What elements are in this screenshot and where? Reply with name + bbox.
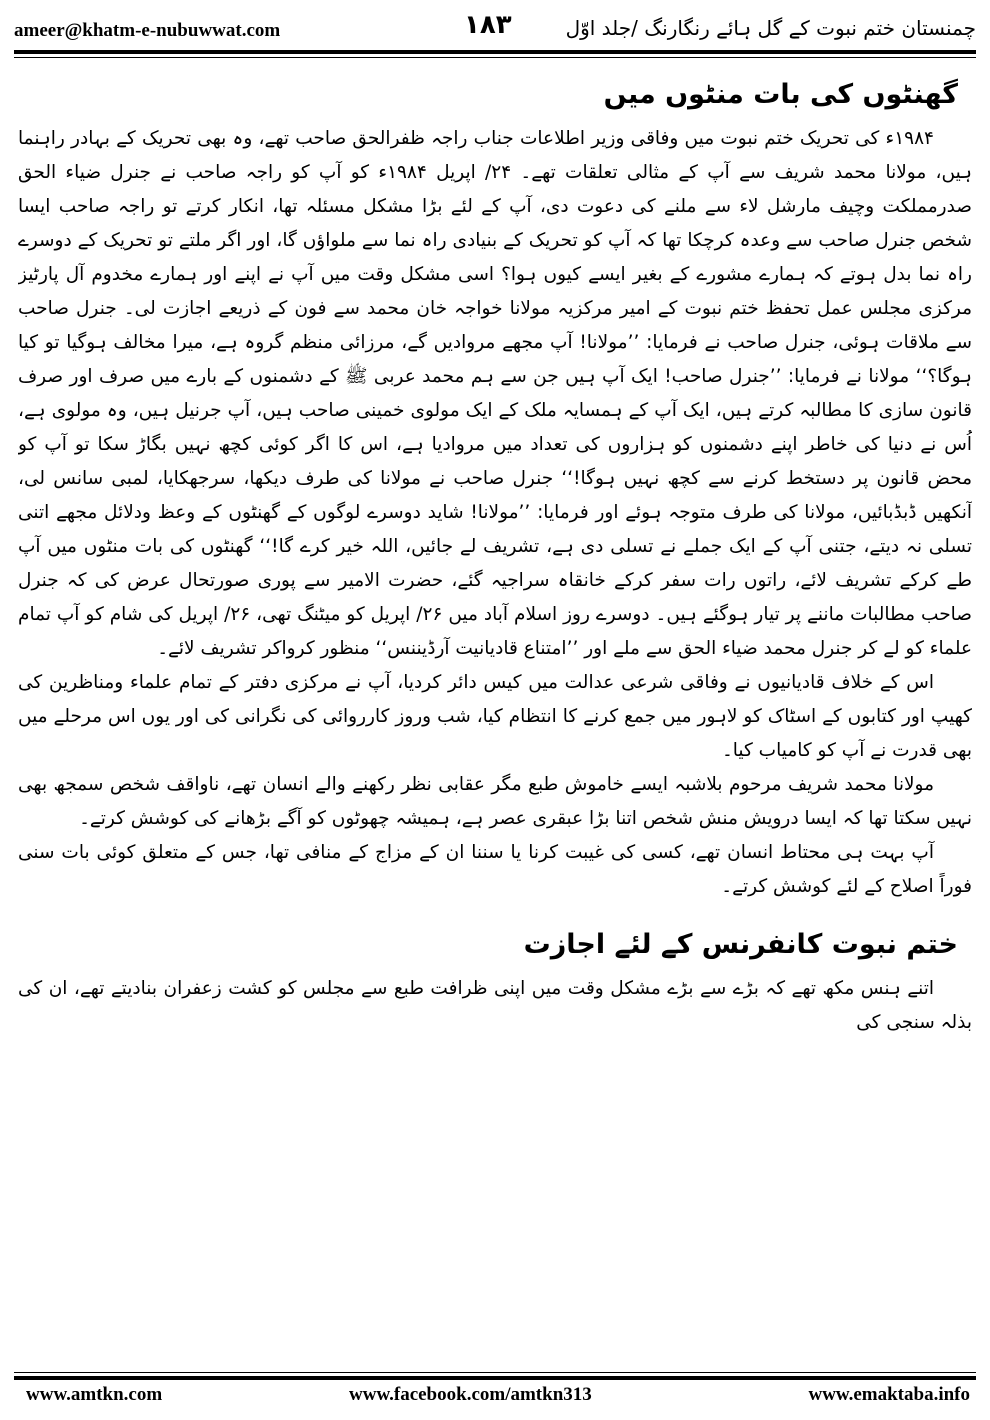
- header-rule-thick: [14, 50, 976, 54]
- footer-link-amtkn[interactable]: www.amtkn.com: [26, 1384, 163, 1405]
- paragraph: اس کے خلاف قادیانیوں نے وفاقی شرعی عدالت میں کیس دائر کردیا، آپ نے مرکزی دفتر کے تمام علماء ومناظرین کی کھیپ اور کتابوں کے اسٹاک کو لاہور میں جمع کرنے کا انتظام کیا، شب وروز کارروائی کی نگرانی کی اور یوں اس مرحلے میں بھی قدرت نے آپ کو کامیاب کیا۔: [18, 672, 972, 761]
- section-heading: ختم نبوت کانفرنس کے لئے اجازت: [523, 929, 958, 960]
- page-header: [14, 8, 976, 54]
- paragraph: آپ بہت ہی محتاط انسان تھے، کسی کی غیبت کرنا یا سننا ان کے مزاج کے منافی تھا، جس کے متعلق کوئی بات سنی فوراً اصلاح کے لئے کوشش کرتے۔: [18, 842, 972, 897]
- page-number: ۱۸۳: [464, 10, 512, 40]
- page-footer: [14, 1384, 976, 1414]
- book-title: چمنستان ختم نبوت کے گل ہائے رنگارنگ /جلد اوّل: [565, 16, 976, 40]
- footer-rule-thick: [14, 1376, 976, 1380]
- section-heading: گھنٹوں کی بات منٹوں میں: [603, 79, 958, 110]
- footer-rule-thin: [14, 1372, 976, 1373]
- page-body: [18, 60, 972, 1365]
- paragraph: اتنے ہنس مکھ تھے کہ بڑے سے بڑے مشکل وقت میں اپنی ظرافت طبع سے مجلس کو کشت زعفران بنادیتے تھے، ان کی بذلہ سنجی کی: [18, 978, 972, 1033]
- paragraph: ۱۹۸۴ء کی تحریک ختم نبوت میں وفاقی وزیر اطلاعات جناب راجہ ظفرالحق صاحب تھے، وہ بھی تحریک کے بہادر راہنما ہیں، مولانا محمد شریف سے آپ کے مثالی تعلقات تھے۔ ۲۴/ اپریل ۱۹۸۴ء کو آپ کو راجہ صاحب نے جنرل ضیاء الحق صدرمملکت وچیف مارشل لاء سے ملنے کی دعوت دی، آپ کے لئے بڑا مشکل مسئلہ تھا، انکار کرتے تو راجہ صاحب ایسا شخص جنرل صاحب سے وعدہ کرچکا تھا کہ آپ کو تحریک کے بنیادی راہ نما سے ملواؤں گا، اور اگر ملتے تو تحریک کے دوسرے راہ نما بدل ہوتے کہ ہمارے مشورے کے بغیر ایسے کیوں ہوا؟ اسی مشکل وقت میں آپ نے اپنے اور ہمارے مخدوم آل پارٹیز مرکزی مجلس عمل تحفظ ختم نبوت کے امیر مرکزیہ مولانا خواجہ خان محمد سے فون کے ذریعے اجازت لی۔ جنرل صاحب سے ملاقات ہوئی، جنرل صاحب نے فرمایا: ’’مولانا! آپ مجھے مروادیں گے، مرزائی منظم گروہ ہے، میرا مخالف ہوگیا تو کیا ہوگا؟‘‘ مولانا نے فرمایا: ’’جنرل صاحب! ایک آپ ہیں جن سے ہم محمد عربی ﷺ کے دشمنوں کے بارے میں صرف اور صرف قانون سازی کا مطالبہ کرتے ہیں، ایک آپ کے ہمسایہ ملک کے ایک مولوی خمینی صاحب ہیں، آپ جرنیل ہیں، وہ مولوی ہے، اُس نے دنیا کی خاطر اپنے دشمنوں کو ہزاروں کی تعداد میں مروادیا ہے، اس کا اگر کوئی کچھ نہیں بگاڑ سکا تو آپ کو محض قانون پر دستخط کرنے سے کچھ نہیں ہوگا!‘‘ جنرل صاحب نے مولانا کی طرف دیکھا، سرجھکایا، لمبی سانس لی، آنکھیں ڈبڈبائیں، مولانا کی طرف متوجہ ہوئے اور فرمایا: ’’مولانا! شاید دوسرے لوگوں کے گھنٹوں کے وعظ ودلائل مجھے اتنی تسلی نہ دیتے، جتنی آپ کے ایک جملے نے تسلی دی ہے، تشریف لے جائیں، اللہ خیر کرے گا!‘‘ گھنٹوں کی بات منٹوں میں آپ طے کرکے تشریف لائے، راتوں رات سفر کرکے خانقاہ سراجیہ گئے، حضرت الامیر سے پوری صورتحال عرض کی کہ جنرل صاحب مطالبات ماننے پر تیار ہوگئے ہیں۔ دوسرے روز اسلام آباد میں ۲۶/ اپریل کو میٹنگ تھی، ۲۶/ اپریل کی شام کو آپ تمام علماء کو لے کر جنرل محمد ضیاء الحق سے ملے اور ’’امتناع قادیانیت آرڈیننس‘‘ منظور کرواکر تشریف لائے۔: [18, 128, 972, 659]
- paragraph: مولانا محمد شریف مرحوم بلاشبہ ایسے خاموش طبع مگر عقابی نظر رکھنے والے انسان تھے، ناواقف شخص سمجھ بھی نہیں سکتا تھا کہ ایسا درویش منش شخص اتنا بڑا عبقری عصر ہے، ہمیشہ چھوٹوں کو آگے بڑھانے کی کوشش کرتے۔: [18, 774, 972, 829]
- header-email: ameer@khatm-e-nubuwwat.com: [14, 20, 281, 41]
- header-rule-thin: [14, 57, 976, 58]
- footer-link-emaktaba[interactable]: www.emaktaba.info: [808, 1384, 970, 1405]
- footer-link-facebook[interactable]: www.facebook.com/amtkn313: [349, 1384, 592, 1405]
